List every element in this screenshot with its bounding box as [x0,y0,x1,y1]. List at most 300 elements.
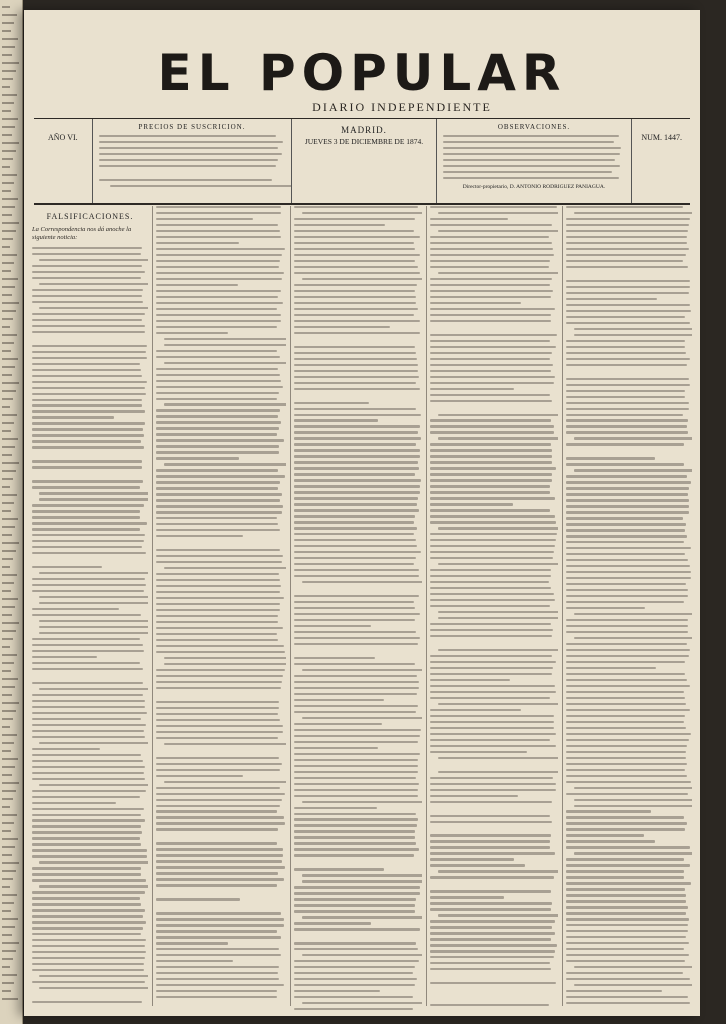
text-line [294,563,414,565]
text-line [430,635,552,637]
text-line [566,499,689,501]
text-line [566,541,684,543]
text-line [566,390,685,392]
text-line [294,1008,413,1010]
text-line [430,302,521,304]
text-line [566,487,689,489]
text-line [294,382,416,384]
text-line [156,687,281,689]
text-line [32,393,146,395]
text-line [32,945,145,947]
text-line [156,555,283,557]
text-line [566,463,684,465]
text-line [156,561,282,563]
text-line [156,627,283,629]
text-line [32,540,144,542]
text-line [32,790,146,792]
text-line [294,789,418,791]
text-line [430,278,552,280]
text-line [156,898,240,900]
text-line [156,517,277,519]
text-line [294,759,418,761]
text-line [430,358,550,360]
text-line [430,896,504,898]
text-line [566,996,688,998]
text-line [294,904,415,906]
text-line [566,685,690,687]
text-line [156,719,280,721]
text-line [294,575,419,577]
text-line [32,694,143,696]
text-line [32,504,144,506]
text-line [39,784,148,786]
text-line [443,135,619,137]
text-line [156,854,283,856]
text-line [294,503,417,505]
text-line [156,499,280,501]
text-line [430,485,550,487]
text-line [294,747,378,749]
text-line [156,206,281,208]
text-line [156,842,277,844]
text-line [156,236,281,238]
text-line [99,165,276,167]
text-line [566,475,687,477]
text-line [430,557,553,559]
text-line [566,631,688,633]
text-line [32,796,140,798]
text-line [438,914,558,916]
text-line [156,296,278,298]
text-line [430,455,552,457]
text-line [32,319,142,321]
text-line [39,572,148,574]
text-line [294,479,421,481]
text-line [566,948,684,950]
text-line [156,954,281,956]
text-line [566,607,645,609]
text-line [302,916,422,918]
text-line [574,852,692,854]
text-line [294,818,418,820]
text-line [32,927,143,929]
text-line [566,529,685,531]
text-line [566,715,685,717]
text-line [156,912,281,914]
text-line [430,605,550,607]
text-line [566,667,656,669]
text-line [156,368,278,370]
text-line [156,475,285,477]
text-line [294,711,416,713]
text-line [156,872,278,874]
text-line [438,272,558,274]
text-line [294,741,418,743]
text-line [430,938,551,940]
text-line [566,254,686,256]
text-line [566,481,691,483]
text-line [430,908,551,910]
text-line [294,218,415,220]
text-line [156,290,281,292]
text-line [430,308,555,310]
text-line [294,431,418,433]
text-line [294,254,420,256]
text-line [32,331,145,333]
text-line [156,585,281,587]
text-line [566,673,685,675]
text-line [32,295,142,297]
text-line [156,415,278,417]
text-line [294,699,384,701]
text-line [156,996,277,998]
text-line [32,760,143,762]
text-line [294,206,418,208]
text-line [156,757,279,759]
text-line [294,978,417,980]
text-line [430,944,557,946]
text-line [156,535,243,537]
text-line [566,990,662,992]
text-line [164,781,286,783]
text-line [294,332,420,334]
column-5 [566,206,692,1010]
text-line [156,769,280,771]
text-line [32,650,144,652]
column-2 [156,206,286,1010]
text-line [156,314,281,316]
text-line [566,224,689,226]
text-line [156,597,284,599]
text-line [156,278,282,280]
text-line [430,982,556,984]
text-line [566,882,691,884]
section-heading: FALSIFICACIONES. [46,212,134,221]
text-line [156,421,281,423]
text-line [566,816,684,818]
text-line [566,505,689,507]
text-line [430,815,550,817]
text-line [430,346,556,348]
text-line [566,292,689,294]
text-line [294,364,418,366]
text-line [294,631,416,633]
text-line [438,703,558,705]
text-line [294,848,419,850]
text-line [294,515,415,517]
text-line [294,892,420,894]
text-line [32,381,147,383]
text-line [574,805,692,807]
text-line [294,326,390,328]
text-line [430,932,555,934]
text-line [430,593,554,595]
text-line [566,378,689,380]
column-rule [426,206,427,1006]
prices-heading: PRECIOS DE SUSCRICION. [138,123,246,131]
text-line [294,613,420,615]
text-line [156,984,284,986]
text-line [430,296,551,298]
text-line [294,551,421,553]
text-line [32,819,145,821]
text-line [302,874,422,876]
text-line [32,748,100,750]
text-line [32,510,140,512]
text-line [156,701,279,703]
text-line [156,320,281,322]
text-line [430,697,550,699]
text-line [438,757,558,759]
text-line [156,787,280,789]
text-line [294,533,414,535]
text-line [438,617,558,619]
text-line [566,691,684,693]
text-line [32,808,144,810]
text-line [156,398,277,400]
text-line [294,545,417,547]
text-line [32,915,143,917]
text-line [438,212,558,214]
text-line [566,721,684,723]
text-line [566,425,687,427]
text-line [430,515,555,517]
text-line [294,637,420,639]
text-line [294,308,418,310]
text-line [156,884,277,886]
text-line [443,147,621,149]
text-line [294,771,418,773]
text-line [566,358,690,360]
text-line [32,289,143,291]
text-line [294,296,416,298]
text-line [566,322,690,324]
text-line [156,374,280,376]
text-line [566,310,691,312]
text-line [438,771,558,773]
text-line [294,948,418,950]
text-line [430,733,556,735]
text-line [156,284,238,286]
text-line [294,984,415,986]
text-line [156,573,279,575]
text-line [566,457,655,459]
text-line [566,960,685,962]
text-line [443,171,612,173]
text-line [430,667,553,669]
text-line [156,978,279,980]
text-line [566,364,687,366]
text-line [32,772,144,774]
text-line [32,608,119,610]
text-line [156,350,277,352]
text-line [294,443,416,445]
text-line [574,799,692,801]
text-line [164,463,286,465]
text-line [32,404,142,406]
text-line [430,425,554,427]
text-line [156,645,284,647]
text-line [566,206,683,208]
text-line [566,218,690,220]
text-line [294,370,418,372]
text-line [430,1004,549,1006]
text-line [294,886,420,888]
text-line [156,266,279,268]
text-line [438,230,558,232]
text-line [294,414,421,416]
text-line [156,725,283,727]
text-line [302,880,422,882]
text-line [32,724,146,726]
text-line [32,522,147,524]
text-line [99,135,276,137]
text-line [32,480,143,482]
text-line [156,816,284,818]
text-line [32,951,146,953]
text-line [566,352,686,354]
text-line [566,900,686,902]
text-line [32,831,142,833]
text-line [566,763,687,765]
text-line [156,681,282,683]
text-line [156,972,278,974]
text-line [156,731,283,733]
text-line [32,351,146,353]
text-line [566,709,690,711]
text-line [294,972,413,974]
text-line [566,834,644,836]
text-line [574,212,692,214]
text-line [32,345,147,347]
text-line [430,721,554,723]
text-line [39,283,148,285]
text-line [294,960,419,962]
text-line [32,754,141,756]
text-line [430,509,550,511]
text-line [32,963,144,965]
text-line [294,729,421,731]
text-line [566,870,684,872]
text-line [294,320,420,322]
text-line [294,352,416,354]
text-line [294,527,417,529]
text-line [32,730,144,732]
subscription-prices-box [92,119,292,203]
text-line [430,260,550,262]
text-line [156,737,278,739]
text-line [294,765,418,767]
text-line [294,402,369,404]
text-line [566,589,688,591]
text-line [430,400,552,402]
text-line [566,565,690,567]
text-line [294,455,420,457]
text-line [294,521,414,523]
text-line [32,706,145,708]
text-line [156,793,285,795]
text-line [443,153,620,155]
text-line [430,685,555,687]
text-line [566,266,688,268]
text-line [39,259,148,261]
text-line [566,757,686,759]
text-line [566,431,688,433]
text-line [32,460,142,462]
lead-text: La Correspondencia nos dá anoche la siguiente noticia: [32,226,132,242]
text-line [32,486,140,488]
text-line [430,467,556,469]
text-line [294,266,418,268]
text-line [294,467,419,469]
text-line [156,639,278,641]
text-line [443,141,614,143]
text-line [32,867,141,869]
text-line [39,975,148,977]
text-line [156,427,279,429]
text-line [294,657,375,659]
text-line [32,682,143,684]
text-line [430,876,554,878]
text-line [430,890,551,892]
text-line [566,517,683,519]
text-line [430,449,552,451]
column-rule [562,206,563,1006]
text-line [430,852,555,854]
text-line [566,655,689,657]
text-line [156,707,279,709]
text-line [32,369,141,371]
text-line [294,408,416,410]
text-line [302,212,422,214]
dateline [304,125,424,146]
text-line [32,410,145,412]
text-line [566,703,686,705]
text-line [32,534,145,536]
text-line [430,673,552,675]
text-line [156,633,277,635]
text-line [156,212,281,214]
text-line [156,481,280,483]
text-line [566,414,683,416]
text-line [566,547,691,549]
text-line [32,802,116,804]
text-line [566,858,684,860]
text-line [566,954,689,956]
text-line [39,742,148,744]
text-line [39,861,148,863]
text-line [566,384,690,386]
text-line [438,414,558,416]
text-line [156,248,285,250]
text-line [294,497,418,499]
text-line [430,551,554,553]
text-line [566,775,687,777]
text-line [294,290,415,292]
text-line [294,601,414,603]
text-line [438,527,558,529]
text-line [39,885,148,887]
text-line [430,745,556,747]
text-line [32,277,141,279]
text-line [302,801,422,803]
text-line [566,924,688,926]
text-line [39,602,148,604]
text-line [156,651,285,653]
text-line [294,990,380,992]
text-line [156,828,278,830]
text-line [566,230,688,232]
